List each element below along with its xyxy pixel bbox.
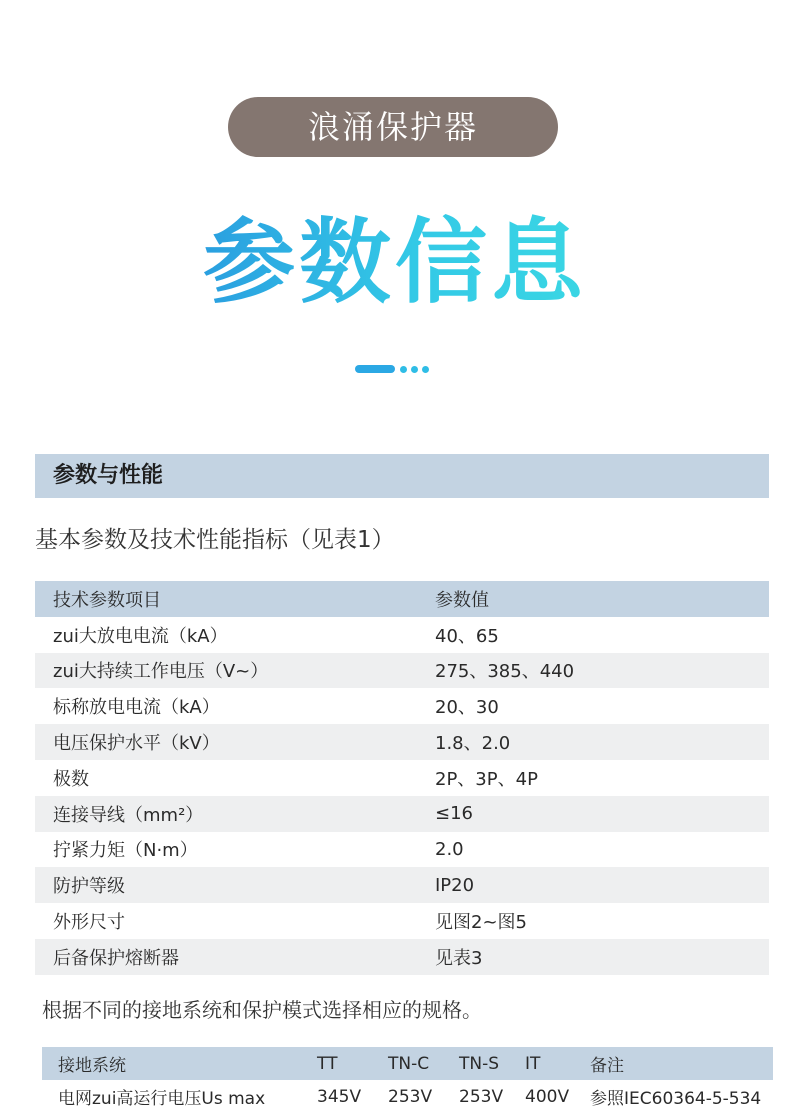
- divider-dot: [411, 366, 418, 373]
- table-row: [35, 653, 769, 689]
- param-name: 标称放电电流（kA）: [53, 697, 220, 719]
- param-name: zui大持续工作电压（V~）: [35, 653, 435, 689]
- header-cell-it: IT: [525, 1047, 590, 1080]
- earthing-value-tnc: 253V: [388, 1086, 433, 1107]
- param-name: 电压保护水平（kV）: [35, 724, 435, 760]
- param-value: 1.8、2.0: [435, 724, 769, 760]
- earthing-value-it: 400V: [525, 1086, 570, 1107]
- params-table: [35, 581, 769, 975]
- param-name: 连接导线（mm²）: [35, 796, 435, 832]
- table-row: [35, 724, 769, 760]
- divider-dot: [422, 366, 429, 373]
- title-divider: [355, 364, 433, 374]
- table-row: [35, 939, 769, 975]
- earthing-value-tns: 253V: [459, 1086, 504, 1107]
- divider-dot: [400, 366, 407, 373]
- header-cell-tt: TT: [317, 1047, 388, 1080]
- earthing-row-label: 电网zui高运行电压Us max: [58, 1089, 266, 1109]
- header-cell-tns: TN-S: [459, 1047, 525, 1080]
- section-title: 参数与性能: [35, 454, 769, 498]
- header-cell-tnc: TN-C: [388, 1047, 459, 1080]
- table-row: [35, 867, 769, 903]
- page-title: 参数信息: [202, 209, 587, 316]
- table-row: [35, 796, 769, 832]
- divider-bar: [355, 365, 395, 373]
- header-cell-system: 接地系统: [42, 1047, 317, 1080]
- table-row: [35, 688, 769, 724]
- param-value: 2P、3P、4P: [435, 768, 538, 790]
- header-cell-value: 参数值: [435, 581, 769, 617]
- table-row: [42, 1080, 773, 1113]
- selection-note: 根据不同的接地系统和保护模式选择相应的规格。: [42, 998, 482, 1022]
- earthing-table: [42, 1047, 773, 1113]
- table-row: [35, 832, 769, 868]
- table-row: [35, 760, 769, 796]
- param-value: IP20: [435, 867, 769, 903]
- header-cell-item: 技术参数项目: [35, 581, 435, 617]
- table-row: [35, 617, 769, 653]
- section-subtitle: 基本参数及技术性能指标（见表1）: [35, 527, 395, 553]
- param-name: 外形尺寸: [53, 912, 125, 934]
- param-value: 40、65: [435, 625, 499, 647]
- param-value: 见图2~图5: [435, 912, 527, 934]
- param-name: 防护等级: [35, 867, 435, 903]
- table-row: [35, 903, 769, 939]
- earthing-table-header: [42, 1047, 773, 1080]
- header-cell-remark: 备注: [590, 1047, 773, 1080]
- param-value: 2.0: [435, 838, 464, 860]
- param-name: 后备保护熔断器: [35, 939, 435, 975]
- param-value: 见表3: [435, 939, 769, 975]
- param-name: 极数: [53, 768, 89, 790]
- param-name: 拧紧力矩（N·m）: [53, 840, 198, 862]
- earthing-value-tt: 345V: [317, 1086, 362, 1107]
- earthing-remark: 参照IEC60364-5-534: [590, 1089, 762, 1109]
- param-value: 20、30: [435, 697, 499, 719]
- params-table-header: [35, 581, 769, 617]
- product-name-badge: 浪涌保护器: [228, 97, 558, 157]
- param-value: 275、385、440: [435, 653, 769, 689]
- param-value: ≤16: [435, 796, 769, 832]
- param-name: zui大放电电流（kA）: [53, 625, 228, 647]
